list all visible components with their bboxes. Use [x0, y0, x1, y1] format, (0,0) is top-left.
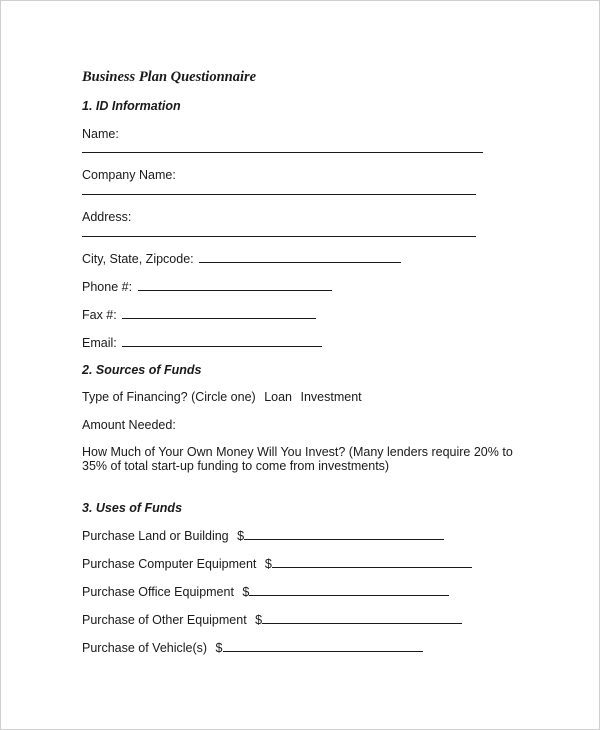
- land-building-label: Purchase Land or Building: [82, 529, 229, 543]
- name-field-line[interactable]: [82, 152, 483, 153]
- financing-option-investment[interactable]: Investment: [300, 390, 362, 404]
- other-equipment-row: [82, 612, 462, 628]
- amount-needed-label: Amount Needed:: [82, 418, 176, 432]
- vehicles-label: Purchase of Vehicle(s): [82, 641, 208, 655]
- vehicles-row: [82, 640, 423, 656]
- financing-option-loan[interactable]: Loan: [264, 390, 292, 404]
- other-equipment-field-line[interactable]: [262, 612, 462, 624]
- email-row: [82, 335, 322, 351]
- office-equipment-label: Purchase Office Equipment: [82, 585, 234, 599]
- financing-type-row: [82, 390, 362, 405]
- land-building-row: [82, 528, 444, 544]
- section-heading-sources-of-funds: 2. Sources of Funds: [82, 363, 202, 377]
- phone-field-line[interactable]: [138, 279, 332, 291]
- address-label: Address:: [82, 210, 132, 224]
- company-name-label: Company Name:: [82, 168, 176, 182]
- land-building-field-line[interactable]: [244, 528, 444, 540]
- phone-label: Phone #:: [82, 280, 133, 294]
- company-name-field-line[interactable]: [82, 194, 476, 195]
- city-state-zip-field-line[interactable]: [199, 251, 401, 263]
- currency-symbol: $: [264, 557, 272, 571]
- office-equipment-field-line[interactable]: [249, 584, 449, 596]
- computer-equipment-label: Purchase Computer Equipment: [82, 557, 257, 571]
- email-field-line[interactable]: [122, 335, 322, 347]
- vehicles-field-line[interactable]: [223, 640, 423, 652]
- currency-symbol: $: [242, 585, 250, 599]
- office-equipment-row: [82, 584, 449, 600]
- currency-symbol: $: [215, 641, 223, 655]
- own-money-question-line1: How Much of Your Own Money Will You Invest? (Many lenders require 20% to: [82, 445, 513, 459]
- fax-row: [82, 307, 316, 323]
- fax-label: Fax #:: [82, 308, 117, 322]
- name-label: Name:: [82, 127, 119, 141]
- city-state-zip-row: [82, 251, 401, 267]
- currency-symbol: $: [255, 613, 263, 627]
- computer-equipment-row: [82, 556, 472, 572]
- address-field-line[interactable]: [82, 236, 476, 237]
- currency-symbol: $: [237, 529, 245, 543]
- section-heading-id-information: 1. ID Information: [82, 99, 181, 113]
- city-state-zip-label: City, State, Zipcode:: [82, 252, 194, 266]
- email-label: Email:: [82, 336, 117, 350]
- own-money-question-line2: 35% of total start-up funding to come from investments): [82, 459, 390, 473]
- section-heading-uses-of-funds: 3. Uses of Funds: [82, 501, 183, 515]
- computer-equipment-field-line[interactable]: [272, 556, 472, 568]
- financing-type-label: Type of Financing? (Circle one): [82, 390, 256, 404]
- document-title: Business Plan Questionnaire: [82, 69, 257, 85]
- other-equipment-label: Purchase of Other Equipment: [82, 613, 247, 627]
- phone-row: [82, 279, 332, 295]
- fax-field-line[interactable]: [122, 307, 316, 319]
